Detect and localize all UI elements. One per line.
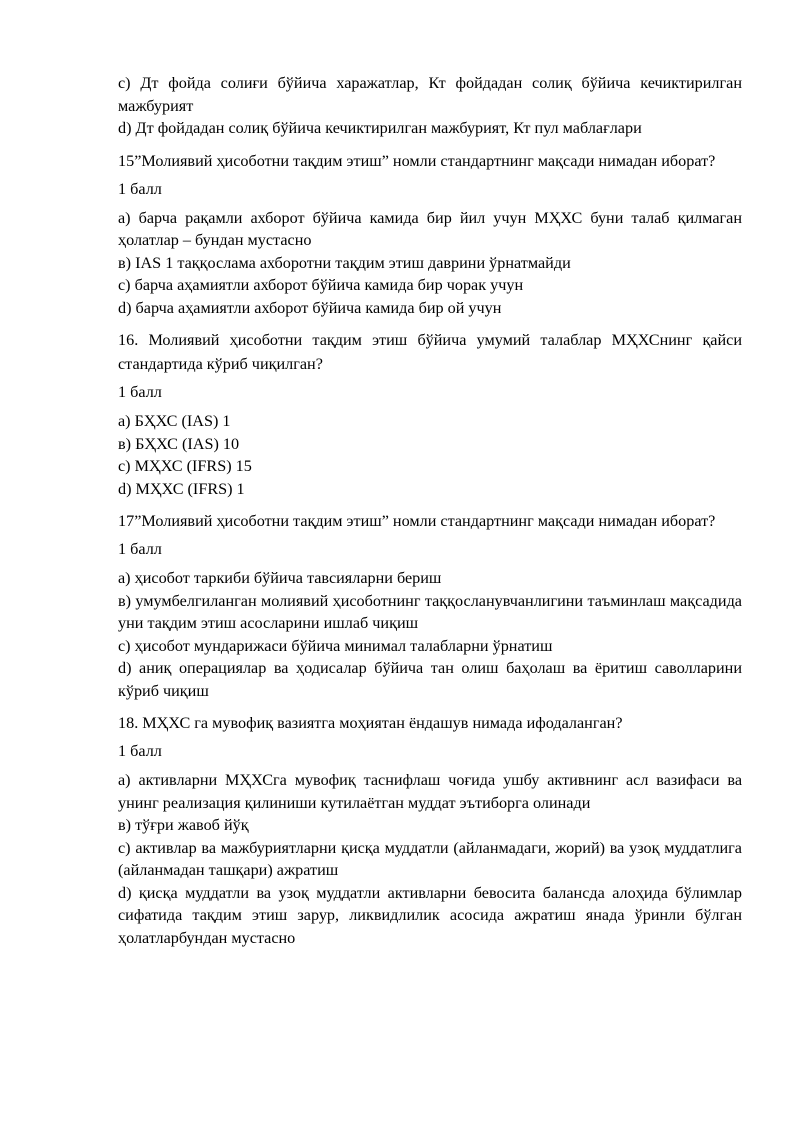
option-b: в) IAS 1 таққослама ахборотни тақдим этиш даврини ўрнатмайди bbox=[118, 253, 571, 272]
previous-question-options bbox=[118, 72, 742, 140]
question-18 bbox=[118, 711, 742, 949]
question-text: 16. Молиявий ҳисоботни тақдим этиш бўйича умумий талаблар МҲХСнинг қайси стандартида кўриб чиқилган? bbox=[118, 331, 742, 373]
question-text: 17”Молиявий ҳисоботни тақдим этиш” номли стандартнинг мақсади нимадан иборат? bbox=[118, 512, 716, 530]
question-15 bbox=[118, 149, 742, 320]
option-d: d) қисқа муддатли ва узоқ муддатли активларни бевосита балансда алоҳида бўлимлар сифатида тақдим этиш зарур, ликвидлилик асосида ажратиш янада ўринли бўлган ҳолатларбундан мустасно bbox=[118, 883, 742, 947]
option-c: c) Дт фойда солиғи бўйича харажатлар, Кт фойдадан солиқ бўйича кечиктирилган мажбурият bbox=[118, 74, 742, 115]
question-16 bbox=[118, 328, 742, 500]
option-a: а) активларни МҲХСга мувофиқ таснифлаш чоғида ушбу активнинг асл вазифаси ва унинг реализация қилиниши кутилаётган муддат эътиборга олинади bbox=[118, 771, 742, 812]
question-score: 1 балл bbox=[118, 540, 162, 558]
option-a: а) БҲХС (IAS) 1 bbox=[118, 412, 231, 430]
option-d: d) МҲХС (IFRS) 1 bbox=[118, 479, 245, 498]
option-c: c) ҳисобот мундарижаси бўйича минимал талабларни ўрнатиш bbox=[118, 636, 553, 655]
option-d: d) барча аҳамиятли ахборот бўйича камида бир ой учун bbox=[118, 298, 502, 317]
question-text: 15”Молиявий ҳисоботни тақдим этиш” номли стандартнинг мақсади нимадан иборат? bbox=[118, 151, 716, 170]
question-score: 1 балл bbox=[118, 179, 162, 198]
option-d: d) Дт фойдадан солиқ бўйича кечиктирилган мажбурият, Кт пул маблағлари bbox=[118, 119, 642, 137]
option-a: а) ҳисобот таркиби бўйича тавсияларни бериш bbox=[118, 569, 442, 587]
option-c: c) МҲХС (IFRS) 15 bbox=[118, 457, 252, 475]
option-c: c) активлар ва мажбуриятларни қисқа муддатли (айланмадаги, жорий) ва узоқ муддатлига (айланмадан ташқари) ажратиш bbox=[118, 838, 742, 879]
option-a: а) барча рақамли ахборот бўйича камида бир йил учун МҲХС буни талаб қилмаган ҳолатлар – бундан мустасно bbox=[118, 208, 742, 249]
option-b: в) умумбелгиланган молиявий ҳисоботнинг таққосланувчанлигини таъминлаш мақсадида уни тақдим этиш асосларини ишлаб чиқиш bbox=[118, 591, 742, 632]
question-score: 1 балл bbox=[118, 383, 162, 401]
question-score: 1 балл bbox=[118, 742, 162, 760]
question-17 bbox=[118, 509, 742, 702]
question-text: 18. МҲХС га мувофиқ вазиятга моҳиятан ёндашув нимада ифодаланган? bbox=[118, 714, 623, 732]
option-b: в) БҲХС (IAS) 10 bbox=[118, 434, 240, 453]
document-page bbox=[118, 72, 742, 949]
option-d: d) аниқ операциялар ва ҳодисалар бўйича тан олиш баҳолаш ва ёритиш саволларини кўриб чиқиш bbox=[118, 659, 742, 700]
option-b: в) тўғри жавоб йўқ bbox=[118, 816, 249, 834]
option-c: c) барча аҳамиятли ахборот бўйича камида бир чорак учун bbox=[118, 276, 524, 294]
